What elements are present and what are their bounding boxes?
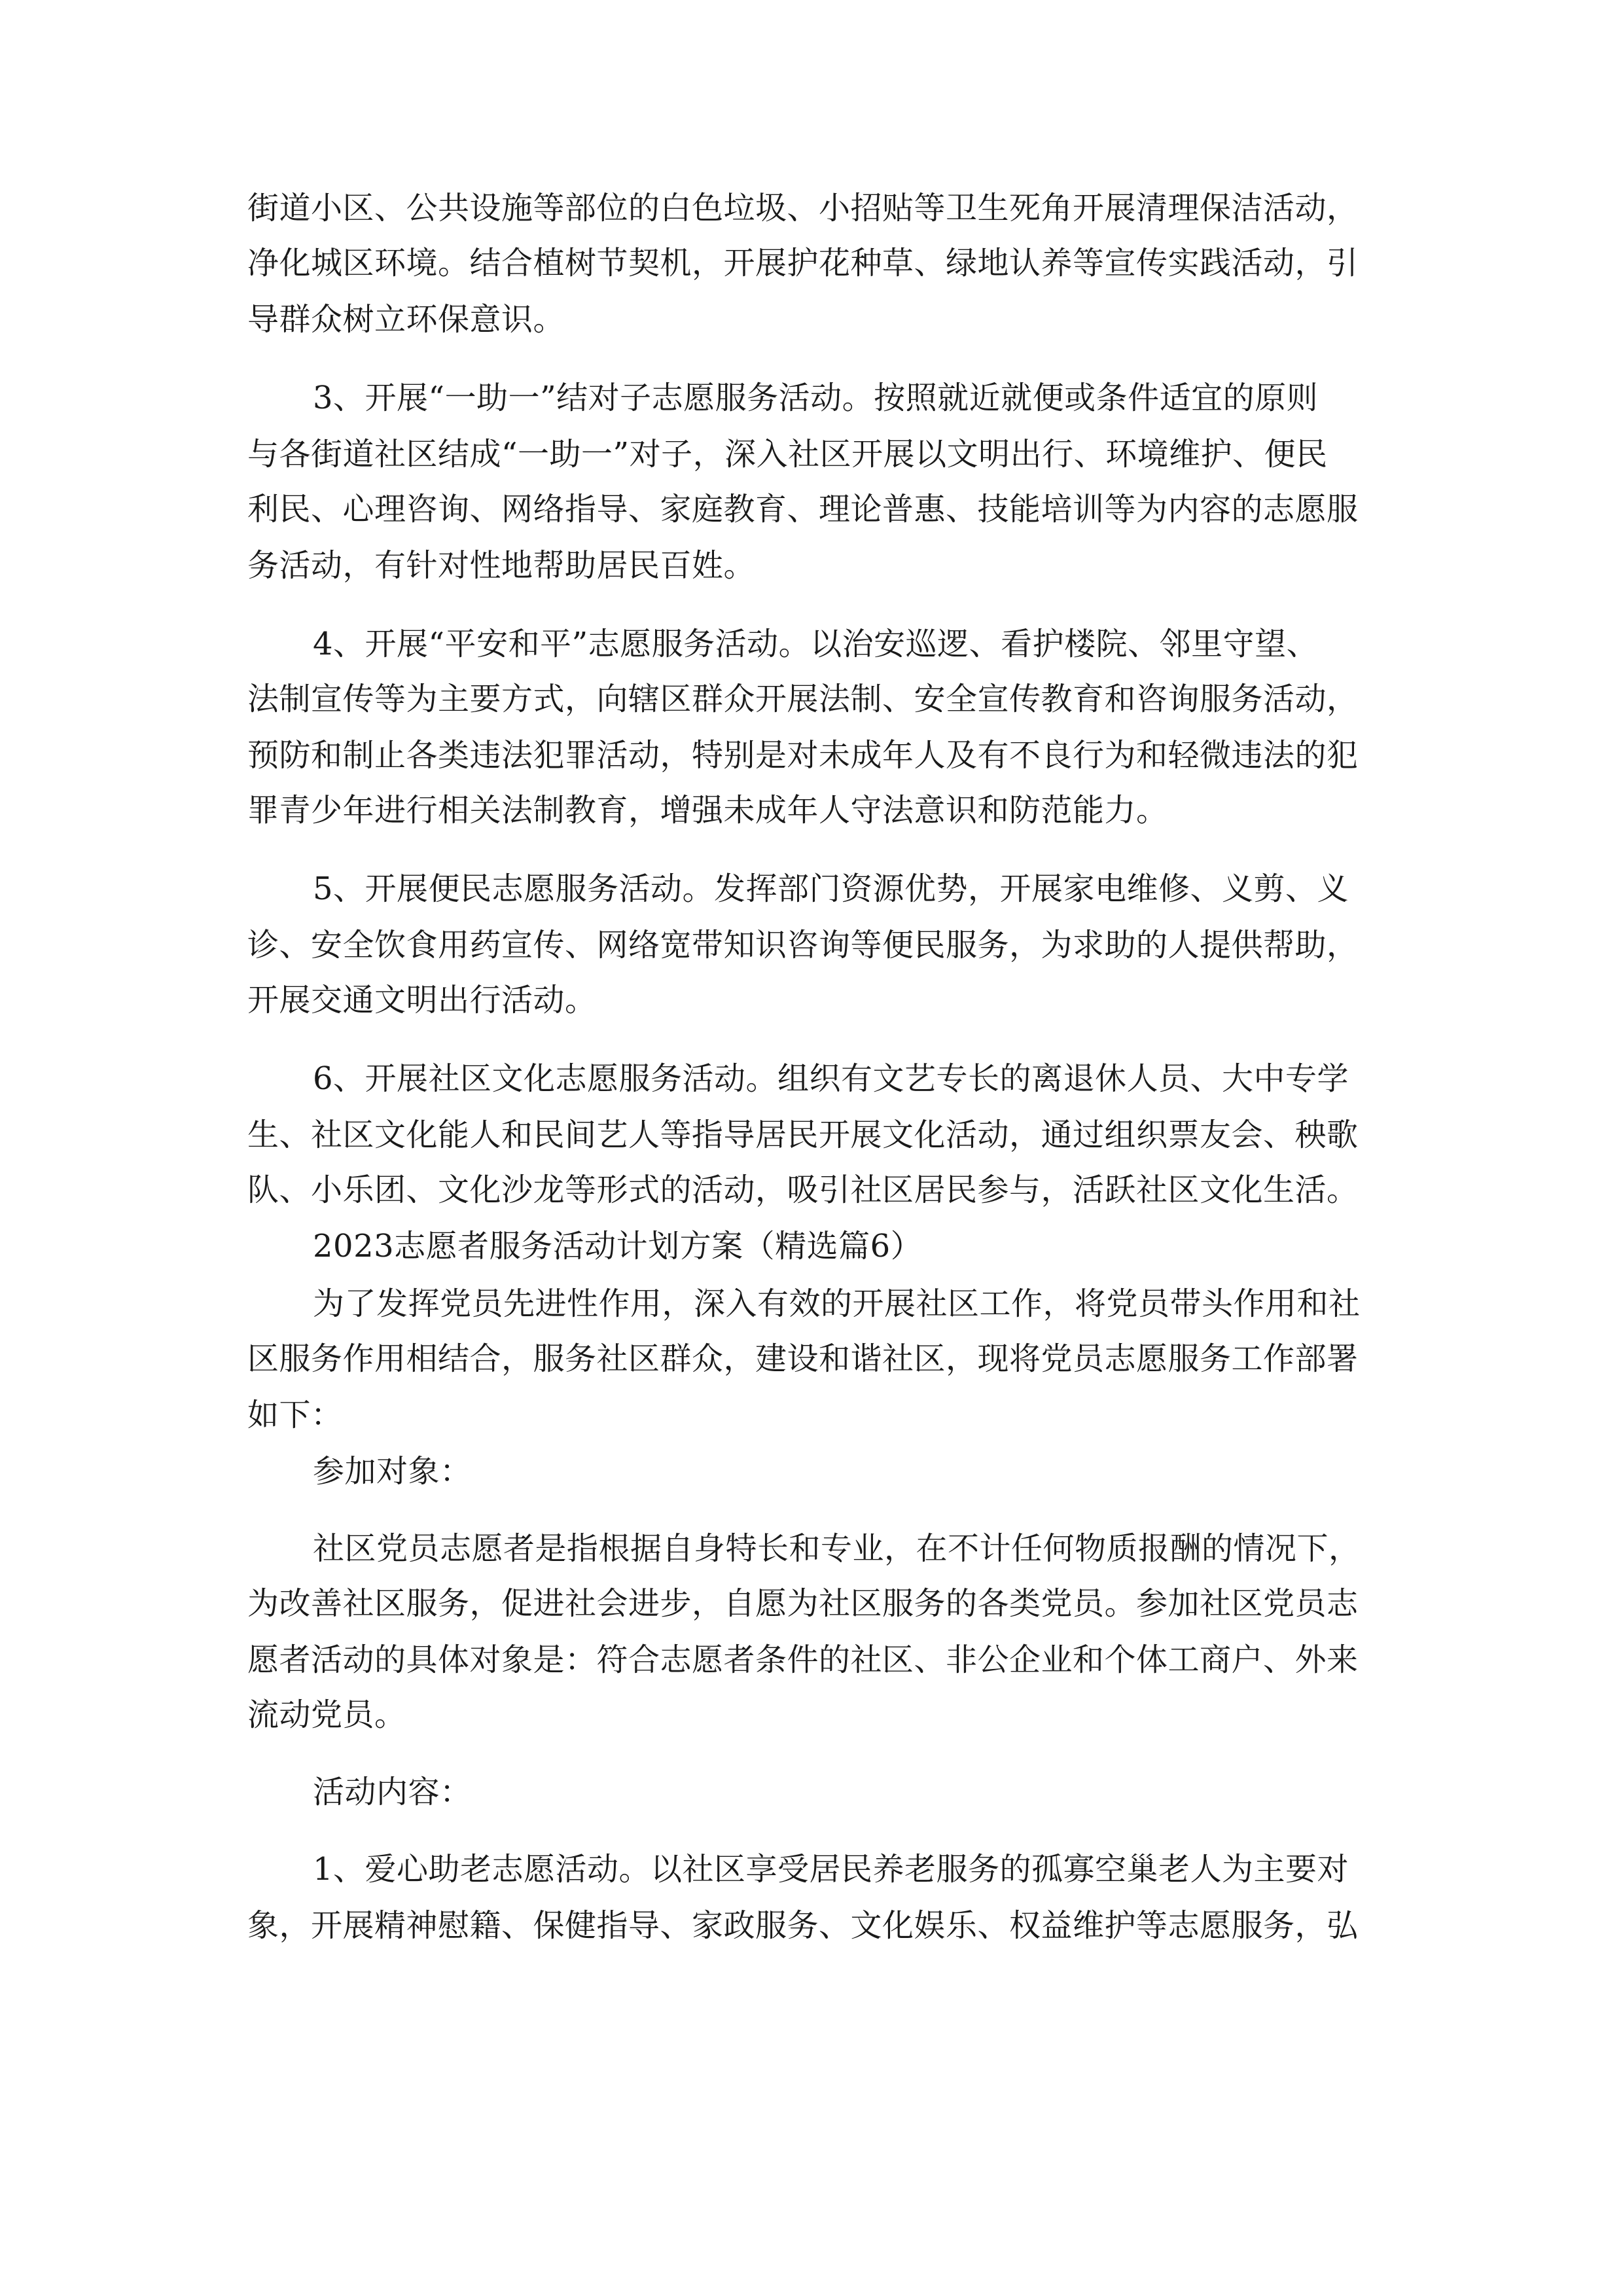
text-line: 利民、心理咨询、网络指导、家庭教育、理论普惠、技能培训等为内容的志愿服 [247,491,1359,528]
text-line: 务活动，有针对性地帮助居民百姓。 [247,547,756,584]
text-line: 1、爱心助老志愿活动。以社区享受居民养老服务的孤寡空巢老人为主要对 [313,1851,1349,1888]
text-line: 社区党员志愿者是指根据自身特长和专业，在不计任何物质报酬的情况下， [313,1530,1361,1567]
text-line: 参加对象： [313,1453,472,1490]
text-line: 法制宣传等为主要方式，向辖区群众开展法制、安全宣传教育和咨询服务活动， [247,681,1359,717]
text-line: 队、小乐团、文化沙龙等形式的活动，吸引社区居民参与，活跃社区文化生活。 [247,1172,1359,1208]
text-line: 2023志愿者服务活动计划方案（精选篇6） [313,1228,923,1265]
text-line: 生、社区文化能人和民间艺人等指导居民开展文化活动，通过组织票友会、秧歌 [247,1117,1359,1153]
text-line: 如下： [247,1397,343,1433]
text-line: 诊、安全饮食用药宣传、网络宽带知识咨询等便民服务，为求助的人提供帮助， [247,927,1359,963]
text-line: 活动内容： [313,1774,472,1810]
text-line: 导群众树立环保意识。 [247,301,565,338]
text-line: 为改善社区服务，促进社会进步，自愿为社区服务的各类党员。参加社区党员志 [247,1585,1359,1622]
text-line: 街道小区、公共设施等部位的白色垃圾、小招贴等卫生死角开展清理保洁活动， [247,190,1359,226]
text-line: 5、开展便民志愿服务活动。发挥部门资源优势，开展家电维修、义剪、义 [313,870,1349,907]
text-line: 为了发挥党员先进性作用，深入有效的开展社区工作，将党员带头作用和社 [313,1285,1361,1322]
text-line: 流动党员。 [247,1696,406,1733]
text-line: 3、开展“一助一”结对子志愿服务活动。按照就近就便或条件适宜的原则 [313,380,1319,416]
text-line: 预防和制止各类违法犯罪活动，特别是对未成年人及有不良行为和轻微违法的犯 [247,737,1359,774]
text-line: 开展交通文明出行活动。 [247,982,597,1018]
text-line: 区服务作用相结合，服务社区群众，建设和谐社区，现将党员志愿服务工作部署 [247,1340,1359,1377]
text-line: 4、开展“平安和平”志愿服务活动。以治安巡逻、看护楼院、邻里守望、 [313,626,1319,662]
text-line: 象，开展精神慰籍、保健指导、家政服务、文化娱乐、权益维护等志愿服务，弘 [247,1907,1359,1944]
text-line: 罪青少年进行相关法制教育，增强未成年人守法意识和防范能力。 [247,792,1168,829]
text-line: 愿者活动的具体对象是：符合志愿者条件的社区、非公企业和个体工商户、外来 [247,1641,1359,1678]
text-line: 净化城区环境。结合植树节契机，开展护花种草、绿地认养等宣传实践活动，引 [247,245,1359,281]
text-line: 6、开展社区文化志愿服务活动。组织有文艺专长的离退休人员、大中专学 [313,1060,1349,1097]
text-line: 与各街道社区结成“一助一”对子，深入社区开展以文明出行、环境维护、便民 [247,436,1328,473]
